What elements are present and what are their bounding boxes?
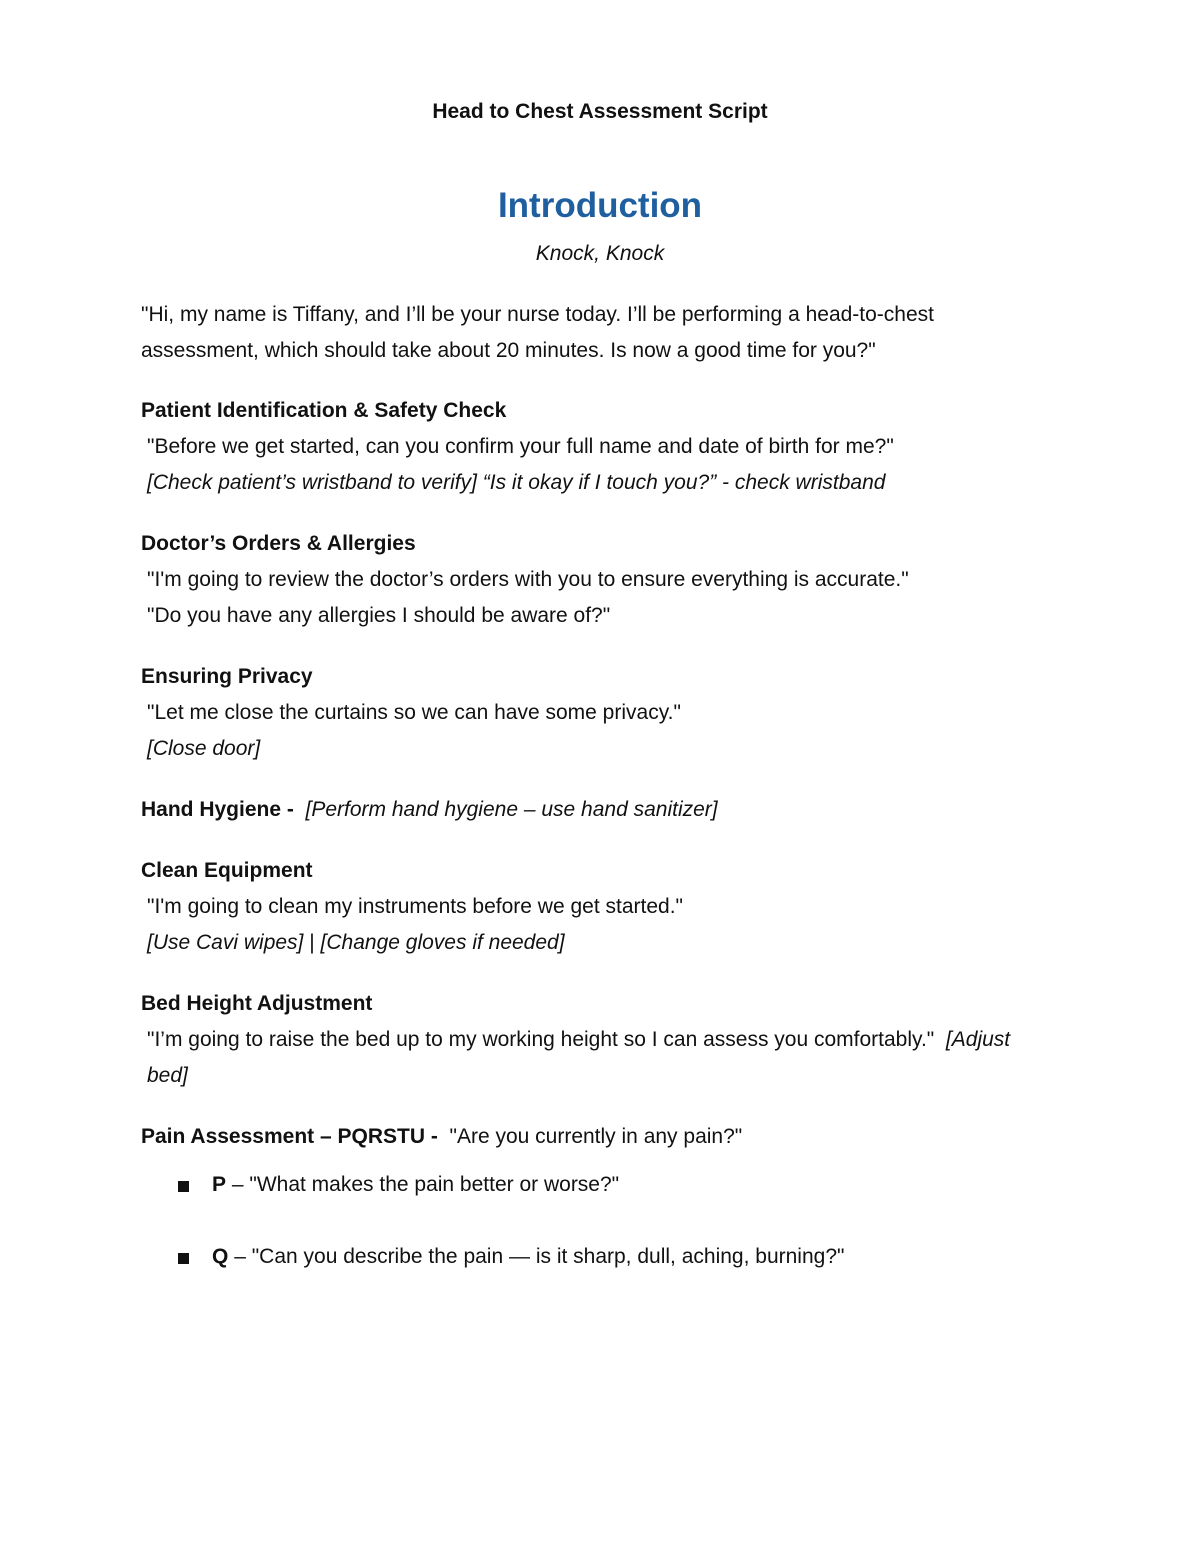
separator: |	[309, 931, 315, 954]
bed-script-row	[141, 1022, 1051, 1094]
document-title: Head to Chest Assessment Script	[432, 100, 768, 123]
script-line: "I'm going to review the doctor’s orders with you to ensure everything is accurate."	[147, 568, 909, 591]
section-title: Pain Assessment – PQRSTU -	[141, 1125, 438, 1148]
hand-hygiene-row	[141, 792, 1051, 828]
introduction-subtitle: Knock, Knock	[535, 242, 665, 265]
list-item	[141, 1239, 1051, 1275]
introduction-heading: Introduction	[497, 186, 703, 225]
action-note: [Use Cavi wipes]	[147, 931, 304, 954]
section-title: Bed Height Adjustment	[141, 992, 373, 1015]
section-title: Hand Hygiene -	[141, 798, 294, 821]
introduction-paragraph: "Hi, my name is Tiffany, and I’ll be your nurse today. I’ll be performing a head-to-chest assessment, which should take about 20 minutes. Is now a good time for you?"	[141, 303, 934, 362]
section-bed-height	[141, 986, 1051, 1094]
section-patient-identification	[141, 393, 1051, 501]
section-doctors-orders	[141, 526, 1051, 634]
pain-assessment-row	[141, 1119, 1051, 1155]
action-note: [Change gloves if needed]	[320, 931, 565, 954]
section-title: Doctor’s Orders & Allergies	[141, 532, 416, 555]
script-line: "Let me close the curtains so we can have some privacy."	[147, 701, 681, 724]
section-clean-equipment	[141, 853, 1051, 961]
script-line: "Do you have any allergies I should be aware of?"	[147, 604, 611, 627]
section-ensuring-privacy	[141, 659, 1051, 767]
pqrstu-letter: Q	[212, 1245, 229, 1268]
section-title: Clean Equipment	[141, 859, 313, 882]
section-title: Patient Identification & Safety Check	[141, 399, 507, 422]
pqrstu-question: – "What makes the pain better or worse?"	[231, 1173, 620, 1196]
pqrstu-letter: P	[212, 1173, 227, 1196]
section-title: Ensuring Privacy	[141, 665, 313, 688]
action-note: [Perform hand hygiene – use hand sanitizer]	[305, 798, 718, 821]
pqrstu-question: – "Can you describe the pain — is it sharp, dull, aching, burning?"	[234, 1245, 845, 1268]
script-line: "I’m going to raise the bed up to my working height so I can assess you comfortably."	[147, 1028, 935, 1051]
action-note: [Close door]	[147, 737, 261, 760]
action-note: [Adjust bed]	[147, 1028, 1011, 1087]
document-content	[141, 297, 1051, 1311]
section-pain-assessment	[141, 1119, 1051, 1275]
pqrstu-list	[141, 1167, 1051, 1275]
equipment-actions-row	[141, 925, 1051, 961]
square-bullet-icon	[178, 1181, 189, 1192]
script-line: "I'm going to clean my instruments before we get started."	[147, 895, 684, 918]
script-line: "Before we get started, can you confirm your full name and date of birth for me?"	[147, 435, 894, 458]
action-note: [Check patient’s wristband to verify] “Is it okay if I touch you?” - check wristband	[147, 471, 886, 494]
section-hand-hygiene	[141, 792, 1051, 828]
list-item	[141, 1167, 1051, 1203]
square-bullet-icon	[178, 1253, 189, 1264]
script-line: "Are you currently in any pain?"	[449, 1125, 743, 1148]
